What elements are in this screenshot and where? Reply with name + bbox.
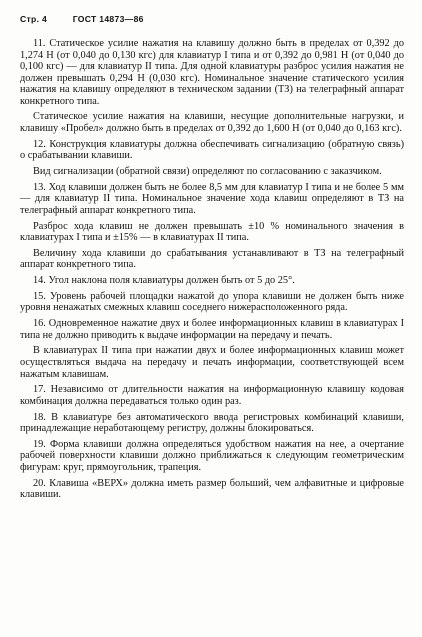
- paragraph-11: 11. Статическое усилие нажатия на клавишу должно быть в пределах от 0,392 до 1,274 Н (от 0,040 до 0,130 кгс) для клавиатур I типа и от 0,392 до 0,981 Н (от 0,040 до 0,100 кгс) — для клавиатур II типа. Для одной клавиатуры разброс усилия нажатия не должен превышать 0,294 Н (0,030 кгс). Номинальное значение статического усилия нажатия на клавишу определяют в техническом задании (ТЗ) на телеграфный аппарат конкретного типа.: [20, 38, 404, 107]
- standard-number: ГОСТ 14873—86: [72, 14, 144, 24]
- paragraph-19: 19. Форма клавиши должна определяться удобством нажатия на нее, а очертание рабочей поверхности клавиши должно приближаться к следующим геометрическим фигурам: круг, прямоугольник, трапеция.: [20, 438, 404, 473]
- document-body: [20, 38, 404, 501]
- paragraph-15: 15. Уровень рабочей площадки нажатой до упора клавиши не должен быть ниже уровня ненажатых смежных клавиш соседнего нижерасположенного ряда.: [20, 290, 404, 314]
- paragraph-11-continued: Статическое усилие нажатия на клавиши, несущие дополнительные нагрузки, и клавишу «Пробел» должно быть в пределах от 0,392 до 1,600 Н (от 0,040 до 0,163 кгс).: [20, 111, 404, 135]
- paragraph-13-travel: Величину хода клавиши до срабатывания устанавливают в ТЗ на телеграфный аппарат конкретного типа.: [20, 247, 404, 271]
- paragraph-16-continued: В клавиатурах II типа при нажатии двух и более информационных клавиш может осуществляться выдача на передачу и печать информации, соответствующей всем нажатым клавишам.: [20, 345, 404, 380]
- paragraph-18: 18. В клавиатуре без автоматического ввода регистровых комбинаций клавиши, принадлежащие неработающему регистру, должны блокироваться.: [20, 411, 404, 435]
- paragraph-12-continued: Вид сигнализации (обратной связи) определяют по согласованию с заказчиком.: [33, 166, 382, 178]
- paragraph-20: 20. Клавиша «ВЕРХ» должна иметь размер больший, чем алфавитные и цифровые клавиши.: [20, 477, 404, 501]
- paragraph-13: 13. Ход клавиши должен быть не более 8,5 мм для клавиатур I типа и не более 5 мм — для клавиатур II типа. Номинальное значение хода клавиш определяют в ТЗ на телеграфный аппарат конкретного типа.: [20, 181, 404, 216]
- paragraph-14: 14. Угол наклона поля клавиатуры должен быть от 5 до 25°.: [33, 275, 295, 287]
- paragraph-17: 17. Независимо от длительности нажатия на информационную клавишу кодовая комбинация должна передаваться только один раз.: [20, 384, 404, 407]
- paragraph-12: 12. Конструкция клавиатуры должна обеспечивать сигнализацию (обратную связь) о срабатывании клавиши.: [20, 138, 404, 162]
- paragraph-13-spread: Разброс хода клавиш не должен превышать ±10 % номинального значения в клавиатурах I типа и ±15% — в клавиатурах II типа.: [20, 220, 404, 244]
- page-number: Стр. 4: [20, 14, 48, 24]
- paragraph-16: 16. Одновременное нажатие двух и более информационных клавиш в клавиатурах I типа не должно приводить к выдаче информации на передачу и печать.: [20, 318, 404, 341]
- page-header: [20, 14, 404, 28]
